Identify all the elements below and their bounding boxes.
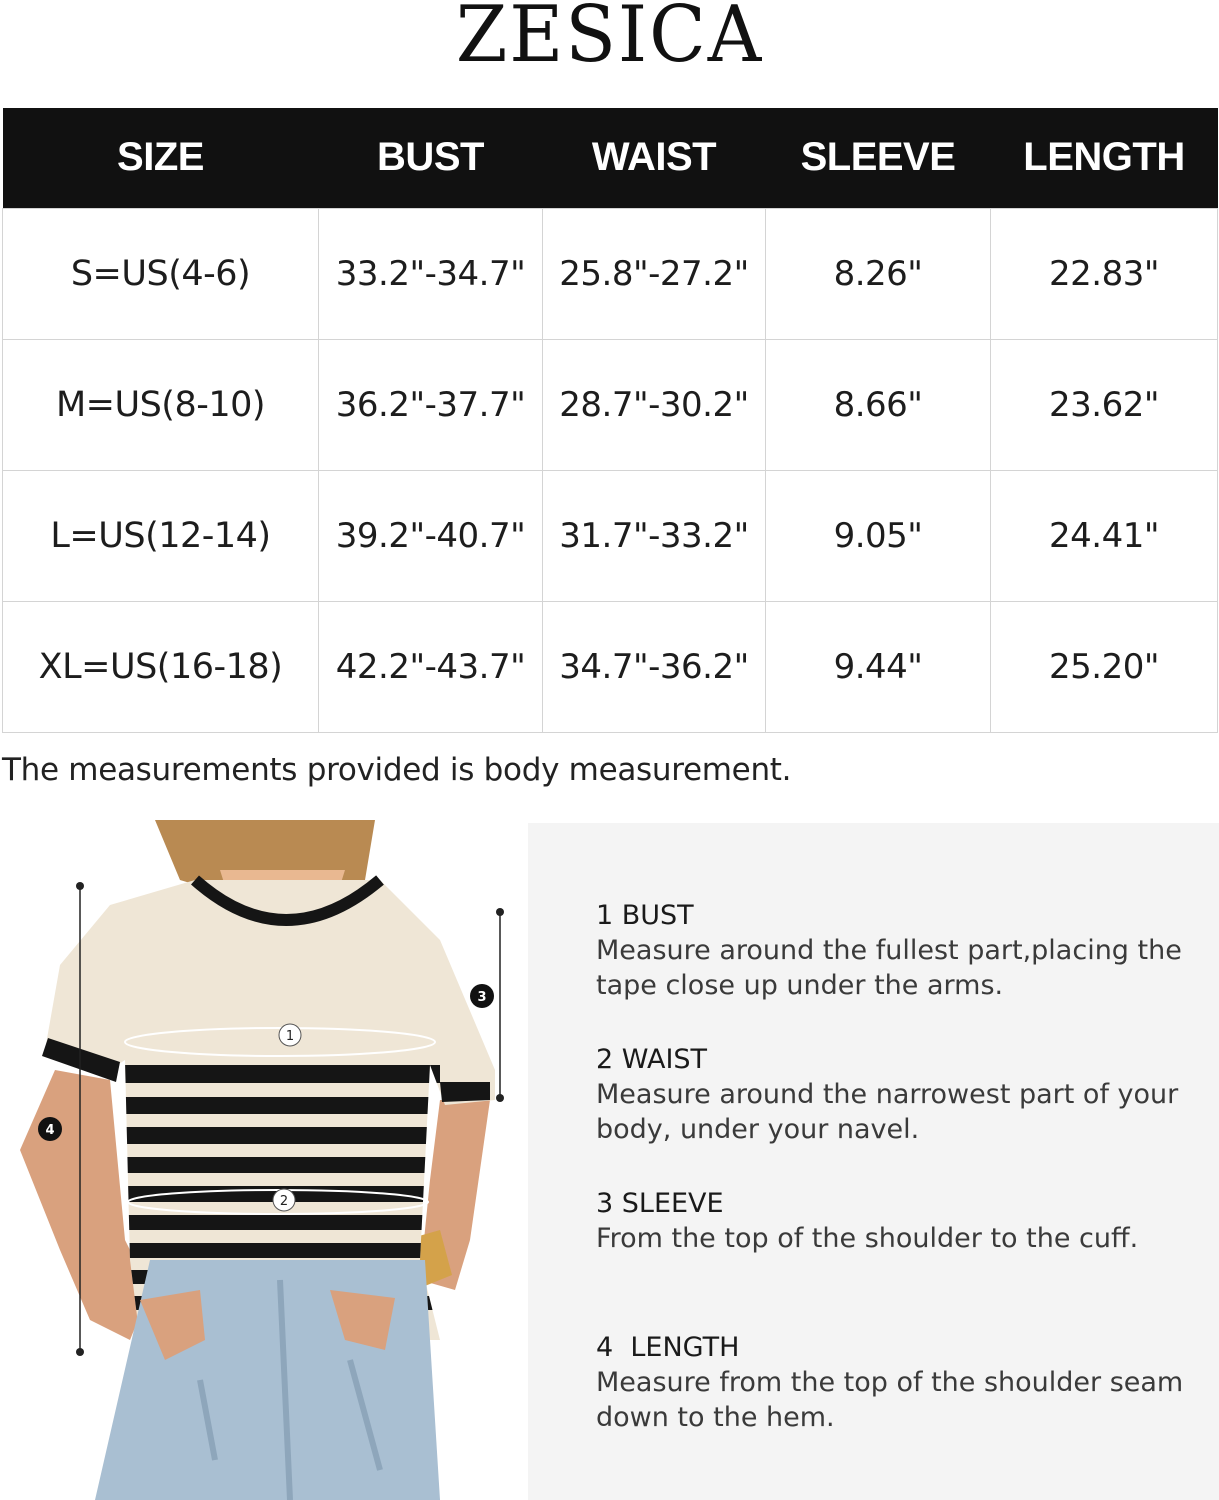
sleeve-cell: 8.66" xyxy=(766,339,991,470)
bust-cell: 39.2"-40.7" xyxy=(319,470,543,601)
waist-cell: 28.7"-30.2" xyxy=(543,339,766,470)
size-cell: M=US(8-10) xyxy=(3,339,319,470)
length-cell: 22.83" xyxy=(991,208,1218,339)
table-row xyxy=(3,470,1218,601)
header-sleeve: SLEEVE xyxy=(766,108,991,208)
marker-sleeve xyxy=(470,984,494,1008)
header-waist: WAIST xyxy=(543,108,766,208)
guide-description: Measure from the top of the shoulder seam down to the hem. xyxy=(596,1367,1184,1433)
sleeve-cell: 9.44" xyxy=(766,601,991,732)
sleeve-guide-dot-bottom xyxy=(496,1094,504,1102)
length-cell: 25.20" xyxy=(991,601,1218,732)
brand-logo: ZESICA xyxy=(455,0,764,80)
marker-sleeve-label: 3 xyxy=(477,990,487,1005)
guide-item-waist xyxy=(596,1043,1196,1147)
measurement-note: The measurements provided is body measurement. xyxy=(2,752,792,788)
guide-title: 3 SLEEVE xyxy=(596,1188,724,1219)
guide-item-sleeve xyxy=(596,1187,1196,1256)
marker-bust-label: 1 xyxy=(285,1029,295,1044)
marker-length-label: 4 xyxy=(45,1123,55,1138)
guide-title: 4 LENGTH xyxy=(596,1332,740,1363)
right-cuff xyxy=(440,1082,490,1102)
jeans-shape xyxy=(95,1260,440,1500)
bust-cell: 42.2"-43.7" xyxy=(319,601,543,732)
header-size: SIZE xyxy=(3,108,319,208)
guide-item-length xyxy=(596,1331,1196,1435)
table-header-row xyxy=(3,108,1218,208)
bust-cell: 36.2"-37.7" xyxy=(319,339,543,470)
table-row xyxy=(3,208,1218,339)
guide-title: 2 WAIST xyxy=(596,1044,708,1075)
guide-item-bust xyxy=(596,899,1196,1003)
waist-cell: 34.7"-36.2" xyxy=(543,601,766,732)
bust-cell: 33.2"-34.7" xyxy=(319,208,543,339)
size-chart-table xyxy=(2,108,1218,733)
length-cell: 23.62" xyxy=(991,339,1218,470)
guide-description: Measure around the narrowest part of your body, under your navel. xyxy=(596,1079,1179,1145)
marker-length xyxy=(38,1117,62,1141)
waist-cell: 31.7"-33.2" xyxy=(543,470,766,601)
length-guide-dot-top xyxy=(76,882,84,890)
marker-waist xyxy=(273,1189,295,1211)
sleeve-guide-dot-top xyxy=(496,908,504,916)
model-measurement-illustration xyxy=(0,820,528,1500)
length-cell: 24.41" xyxy=(991,470,1218,601)
size-cell: XL=US(16-18) xyxy=(3,601,319,732)
marker-waist-label: 2 xyxy=(279,1194,289,1209)
table-row xyxy=(3,339,1218,470)
table-row xyxy=(3,601,1218,732)
sleeve-cell: 9.05" xyxy=(766,470,991,601)
length-guide-dot-bottom xyxy=(76,1348,84,1356)
measurement-guide-panel xyxy=(528,823,1219,1500)
marker-bust xyxy=(279,1024,301,1046)
size-cell: L=US(12-14) xyxy=(3,470,319,601)
header-length: LENGTH xyxy=(991,108,1218,208)
waist-cell: 25.8"-27.2" xyxy=(543,208,766,339)
guide-description: From the top of the shoulder to the cuff. xyxy=(596,1223,1139,1254)
size-cell: S=US(4-6) xyxy=(3,208,319,339)
header-bust: BUST xyxy=(319,108,543,208)
guide-title: 1 BUST xyxy=(596,900,694,931)
sleeve-cell: 8.26" xyxy=(766,208,991,339)
guide-description: Measure around the fullest part,placing the tape close up under the arms. xyxy=(596,935,1182,1001)
